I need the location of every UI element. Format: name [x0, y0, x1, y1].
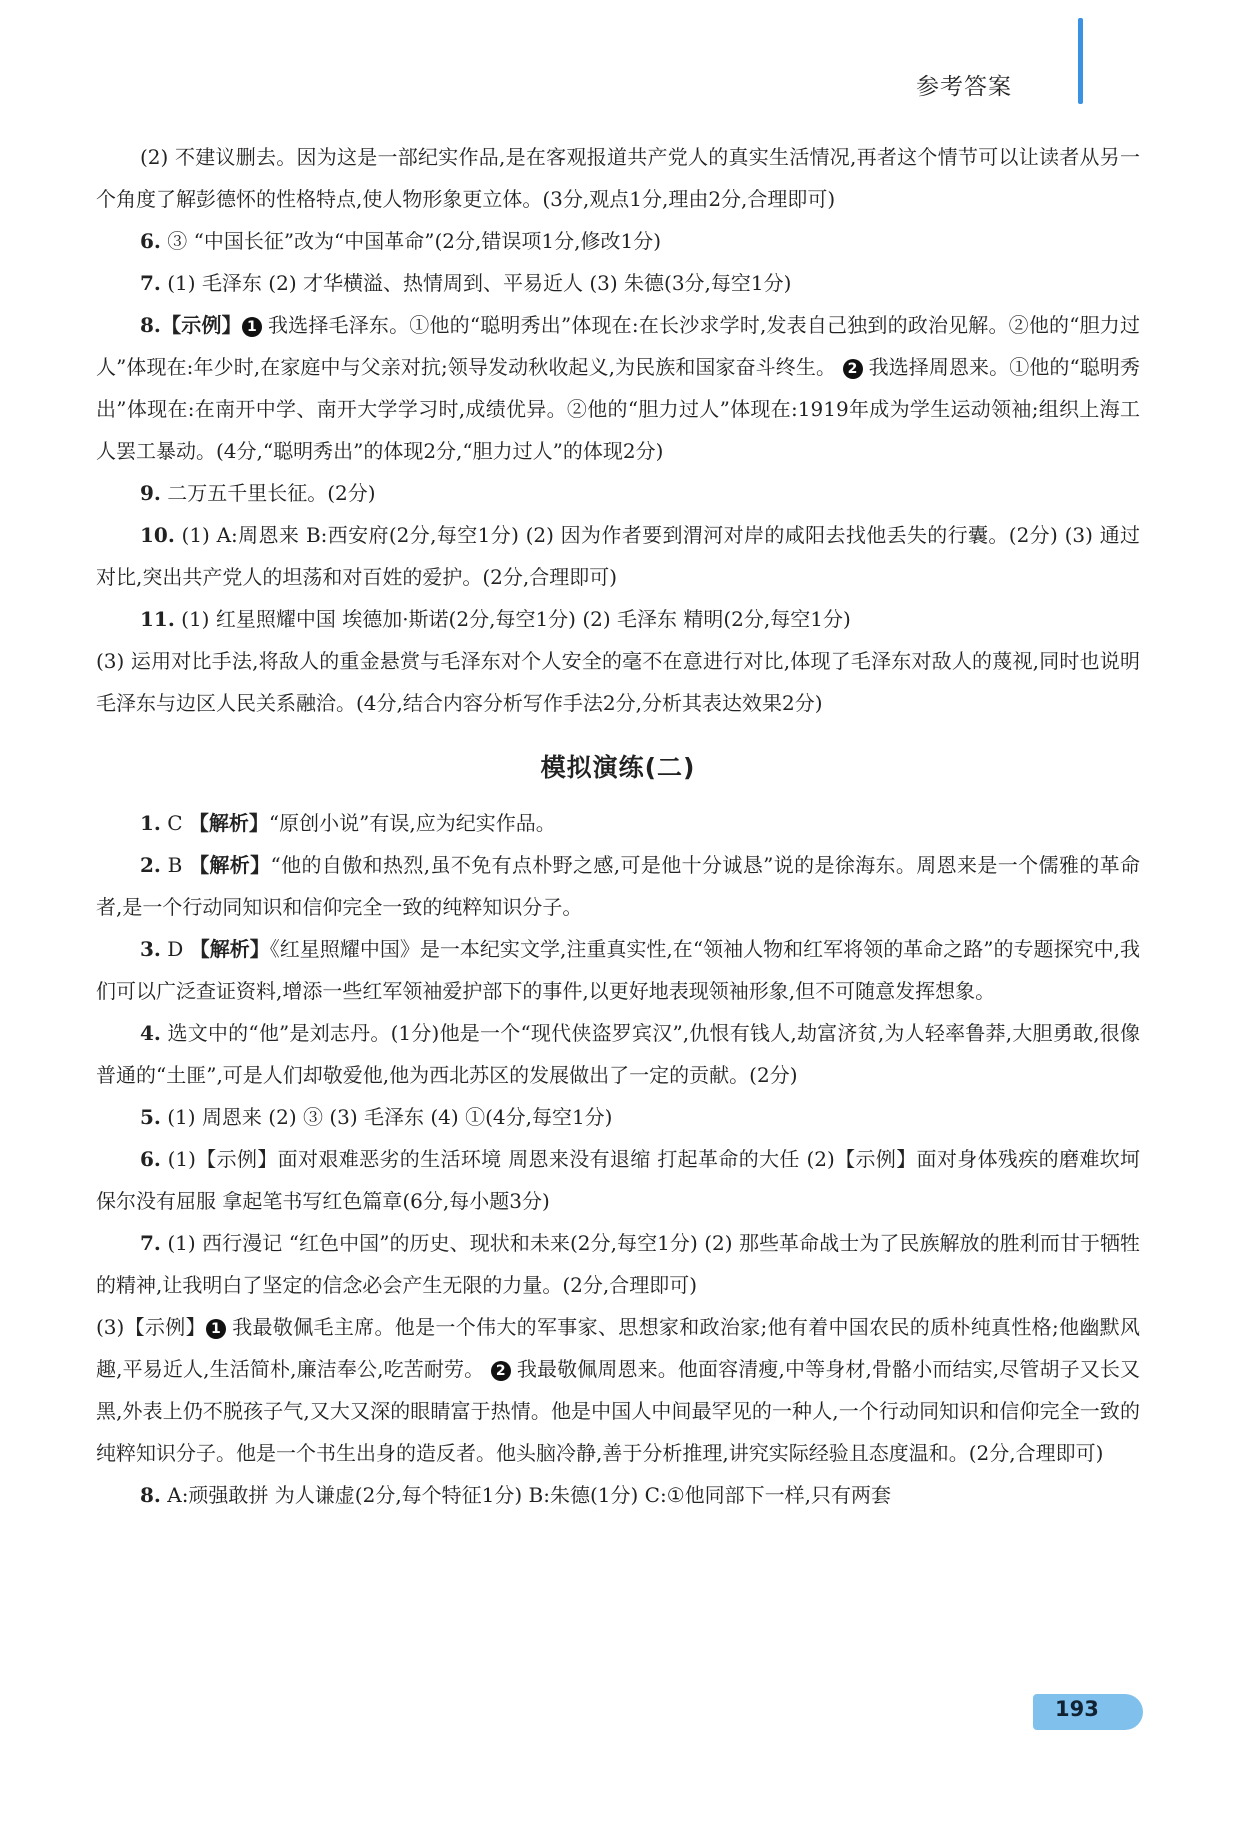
item-number: 6.	[140, 1147, 161, 1171]
item-text: ③ “中国长征”改为“中国革命”(2分,错误项1分,修改1分)	[167, 229, 661, 253]
item-number: 8.	[140, 1483, 161, 1507]
item-number: 7.	[140, 271, 161, 295]
item-text: (1) 周恩来 (2) ③ (3) 毛泽东 (4) ①(4分,每空1分)	[167, 1105, 613, 1129]
number-badge-1: 1	[206, 1319, 226, 1339]
answer-letter: C	[167, 811, 183, 835]
answer-item-9	[96, 472, 1140, 514]
item-number: 9.	[140, 481, 161, 505]
item-number: 4.	[140, 1021, 161, 1045]
answer-content	[96, 136, 1140, 1516]
item-number: 5.	[140, 1105, 161, 1129]
item-text: (1) 西行漫记 “红色中国”的历史、现状和未来(2分,每空1分) (2) 那些革命战士为了民族解放的胜利而甘于牺牲的精神,让我明白了坚定的信念必会产生无限的力量。(2分,合理即可)	[96, 1231, 1141, 1297]
answer-item-2-8	[96, 1474, 1140, 1516]
answer-item-6	[96, 220, 1140, 262]
answer-item-2-7-3	[96, 1306, 1140, 1474]
section-title: 模拟演练(二)	[540, 753, 696, 782]
item-text: 二万五千里长征。(2分)	[167, 481, 376, 505]
answer-item-2-7	[96, 1222, 1140, 1306]
header-title: 参考答案	[916, 74, 1012, 100]
analysis-tag: 【解析】	[188, 811, 269, 835]
paragraph-answer-5-2: (2) 不建议删去。因为这是一部纪实作品,是在客观报道共产党人的真实生活情况,再者这个情节可以让读者从另一个角度了解彭德怀的性格特点,使人物形象更立体。(3分,观点1分,理由2分,合理即可)	[96, 145, 1140, 211]
number-badge-2: 2	[843, 359, 863, 379]
item-number: 8.	[140, 313, 161, 337]
analysis-tag: 【解析】	[189, 853, 271, 877]
item-text: 选文中的“他”是刘志丹。(1分)他是一个“现代侠盗罗宾汉”,仇恨有钱人,劫富济贫,为人轻率鲁莽,大胆勇敢,很像普通的“土匪”,可是人们却敬爱他,他为西北苏区的发展做出了一定的贡献。(2分)	[96, 1021, 1141, 1087]
answer-item-2-2	[96, 844, 1140, 928]
header-accent-bar	[1078, 18, 1083, 104]
item-text-b: 我选择周恩来。①他的“聪明秀出”体现在:在南开中学、南开大学学习时,成绩优异。②他的“胆力过人”体现在:1919年成为学生运动领袖;组织上海工人罢工暴动。(4分,“聪明秀出”的体现2分,“胆力过人”的体现2分)	[96, 355, 1140, 463]
example-tag: 【示例】	[160, 313, 242, 337]
item-text-a: 我选择毛泽东。①他的“聪明秀出”体现在:在长沙求学时,发表自己独到的政治见解。②他的“胆力过人”体现在:年少时,在家庭中与父亲对抗;领导发动秋收起义,为民族和国家奋斗终生。	[96, 313, 1140, 379]
item-number: 6.	[140, 229, 161, 253]
item-number: 2.	[140, 853, 161, 877]
item-text: (1)【示例】面对艰难恶劣的生活环境 周恩来没有退缩 打起革命的大任 (2)【示例】面对身体残疾的磨难坎坷 保尔没有屈服 拿起笔书写红色篇章(6分,每小题3分)	[96, 1147, 1141, 1213]
answer-item-2-6	[96, 1138, 1140, 1222]
item-number: 10.	[140, 523, 175, 547]
answer-item-2-5	[96, 1096, 1140, 1138]
answer-item-2-3	[96, 928, 1140, 1012]
answer-item-2-4	[96, 1012, 1140, 1096]
answer-letter: D	[167, 937, 184, 961]
answer-item-7	[96, 262, 1140, 304]
item-text: (1) 红星照耀中国 埃德加·斯诺(2分,每空1分) (2) 毛泽东 精明(2分,每空1分)	[181, 607, 851, 631]
item-text-a: 我最敬佩毛主席。他是一个伟大的军事家、思想家和政治家;他有着中国农民的质朴纯真性格;他幽默风趣,平易近人,生活简朴,廉洁奉公,吃苦耐劳。	[96, 1315, 1140, 1381]
item-text: A:顽强敢拼 为人谦虚(2分,每个特征1分) B:朱德(1分) C:①他同部下一样,只有两套	[167, 1483, 892, 1507]
item-text: (1) 毛泽东 (2) 才华横溢、热情周到、平易近人 (3) 朱德(3分,每空1分)	[167, 271, 792, 295]
item-text: 《红星照耀中国》是一本纪实文学,注重真实性,在“领袖人物和红军将领的革命之路”的专题探究中,我们可以广泛查证资料,增添一些红军领袖爱护部下的事件,以更好地表现领袖形象,但不可随意发挥想象。	[96, 937, 1140, 1003]
answer-item-11-3: (3) 运用对比手法,将敌人的重金悬赏与毛泽东对个人安全的毫不在意进行对比,体现了毛泽东对敌人的蔑视,同时也说明毛泽东与边区人民关系融洽。(4分,结合内容分析写作手法2分,分析其表达效果2分)	[96, 649, 1140, 715]
item-text: “他的自傲和热烈,虽不免有点朴野之感,可是他十分诚恳”说的是徐海东。周恩来是一个儒雅的革命者,是一个行动同知识和信仰完全一致的纯粹知识分子。	[96, 853, 1141, 919]
item-number: 1.	[140, 811, 161, 835]
item-number: 7.	[140, 1231, 161, 1255]
example-lead: (3)【示例】	[96, 1315, 206, 1339]
number-badge-1: 1	[242, 317, 262, 337]
answer-item-11	[96, 598, 1140, 640]
analysis-tag: 【解析】	[189, 937, 270, 961]
item-text: “原创小说”有误,应为纪实作品。	[268, 811, 556, 835]
item-text-b: 我最敬佩周恩来。他面容清瘦,中等身材,骨骼小而结实,尽管胡子又长又黑,外表上仍不脱孩子气,又大又深的眼睛富于热情。他是中国人中间最罕见的一种人,一个行动同知识和信仰完全一致的纯粹知识分子。他是一个书生出身的造反者。他头脑冷静,善于分析推理,讲究实际经验且态度温和。(2分,合理即可)	[96, 1357, 1141, 1465]
answer-item-2-1	[96, 802, 1140, 844]
answer-item-8	[96, 304, 1140, 472]
item-number: 3.	[140, 937, 161, 961]
number-badge-2: 2	[491, 1361, 511, 1381]
answer-item-10	[96, 514, 1140, 598]
item-number: 11.	[140, 607, 175, 631]
answer-letter: B	[167, 853, 183, 877]
page-number: 193	[1055, 1697, 1099, 1721]
item-text: (1) A:周恩来 B:西安府(2分,每空1分) (2) 因为作者要到渭河对岸的咸阳去找他丢失的行囊。(2分) (3) 通过对比,突出共产党人的坦荡和对百姓的爱护。(2分,合理即可)	[96, 523, 1140, 589]
